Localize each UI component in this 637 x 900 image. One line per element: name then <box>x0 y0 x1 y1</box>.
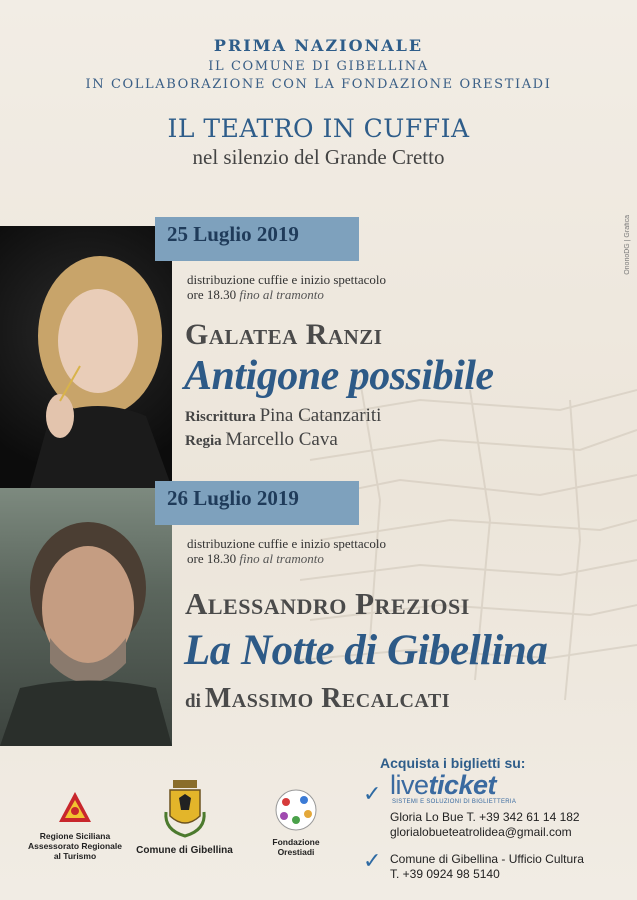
actor-photo <box>0 488 172 746</box>
event1-regia: Regia Marcello Cava <box>185 429 338 450</box>
event2-date: 26 Luglio 2019 <box>155 481 359 525</box>
main-title: IL TEATRO IN CUFFIA <box>167 114 470 143</box>
actress-photo <box>0 226 172 488</box>
fondazione-orestiadi-logo: Fondazione Orestiadi <box>250 788 342 857</box>
event2-title: La Notte di Gibellina <box>184 627 548 674</box>
liveticket-logo[interactable]: liveticket <box>390 770 497 800</box>
liveticket-tagline: SISTEMI E SOLUZIONI DI BIGLIETTERIA <box>392 799 517 805</box>
event2-distribution: distribuzione cuffie e inizio spettacolo ore 18.30 fino al tramonto <box>187 536 387 566</box>
event1-distribution: distribuzione cuffie e inizio spettacolo ore 18.30 fino al tramonto <box>187 272 387 302</box>
collab-line: IN COLLABORAZIONE CON LA FONDAZIONE ORESTIADI <box>85 77 552 92</box>
event1-title: Antigone possibile <box>184 353 494 399</box>
event1-riscrittura: Riscrittura Pina Catanzariti <box>185 405 382 426</box>
tickets-heading: Acquista i biglietti su: <box>380 755 526 771</box>
event1-date: 25 Luglio 2019 <box>155 217 359 261</box>
regione-siciliana-logo: Regione Siciliana Assessorato Regionale al Turismo <box>25 790 125 861</box>
fondazione-orestiadi-emblem-icon <box>274 788 318 832</box>
prima-nazionale: PRIMA NAZIONALE <box>213 36 424 55</box>
comune-line: IL COMUNE DI GIBELLINA <box>208 59 429 74</box>
regione-sicilia-crest-icon <box>57 790 93 826</box>
header <box>0 36 637 170</box>
check-icon: ✓ <box>363 849 382 874</box>
graphic-credit: OnorioDG | Grafica <box>624 215 631 275</box>
check-icon: ✓ <box>363 782 382 807</box>
event2-actor: Alessandro Preziosi <box>185 586 470 621</box>
contact-phone-2: T. +39 0924 98 5140 <box>390 867 500 881</box>
event1-actor: Galatea Ranzi <box>185 318 383 351</box>
contact-phone-1: Gloria Lo Bue T. +39 342 61 14 182 <box>390 810 580 824</box>
event2-author: di Massimo Recalcati <box>185 683 451 714</box>
contact-office: Comune di Gibellina - Ufficio Cultura <box>390 852 584 866</box>
main-subtitle: nel silenzio del Grande Cretto <box>192 145 445 169</box>
comune-gibellina-logo: Comune di Gibellina <box>132 778 237 856</box>
comune-gibellina-crest-icon <box>160 778 210 840</box>
contact-email[interactable]: glorialobueteatrolidea@gmail.com <box>390 825 572 839</box>
